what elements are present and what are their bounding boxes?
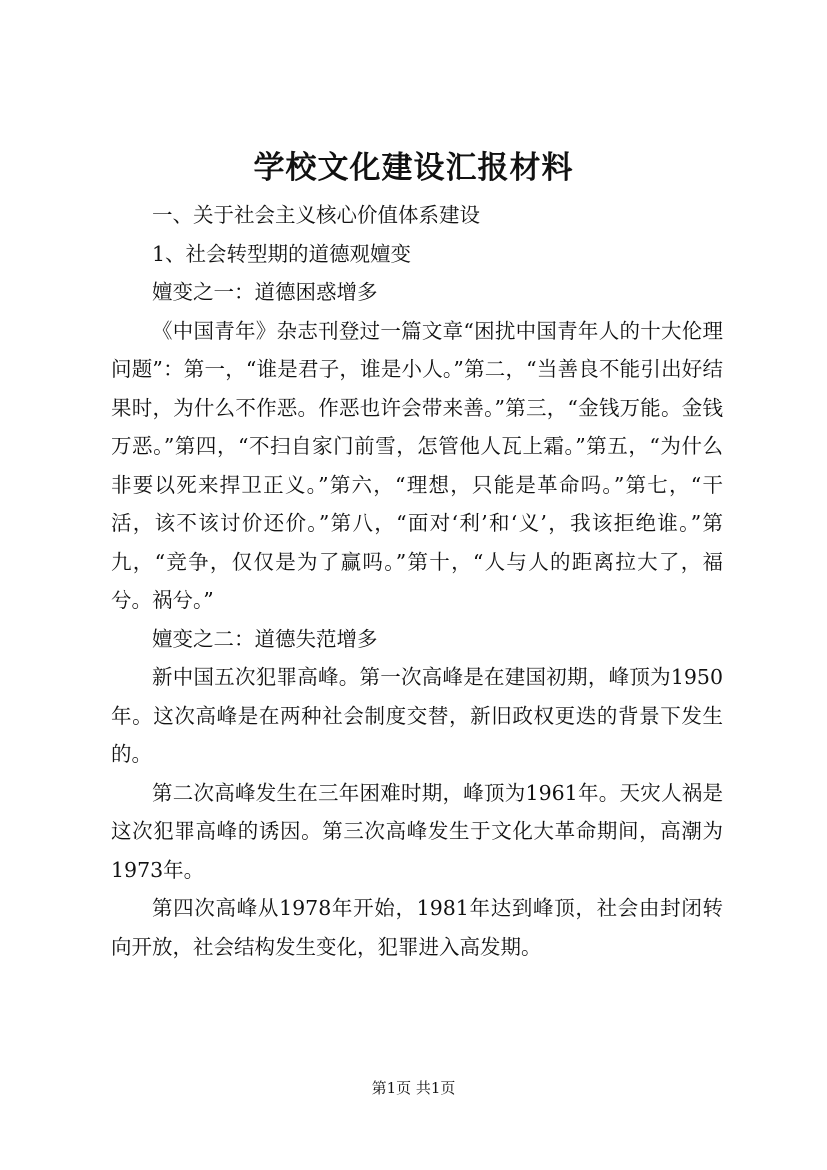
subsection-heading: 嬗变之一：道德困惑增多 [152, 280, 378, 304]
body-paragraph: 新中国五次犯罪高峰。第一次高峰是在建国初期，峰顶为1950年。这次高峰是在两种社会制度交替，新旧政权更迭的背景下发生的。 [111, 665, 723, 766]
body-paragraph: 第二次高峰发生在三年困难时期，峰顶为1961年。天灾人祸是这次犯罪高峰的诱因。第三次高峰发生于文化大革命期间，高潮为1973年。 [111, 780, 723, 882]
subsection-heading: 嬗变之二：道德失范增多 [152, 626, 378, 651]
document-body [111, 196, 723, 966]
page-footer: 第1页 共1页 [371, 1079, 456, 1097]
document-title: 学校文化建设汇报材料 [253, 150, 574, 186]
subsection-heading: 1、社会转型期的道德观嬗变 [152, 241, 412, 266]
section-heading: 一、关于社会主义核心价值体系建设 [152, 203, 480, 227]
body-paragraph: 《中国青年》杂志刊登过一篇文章“困扰中国青年人的十大伦理问题”：第一，“谁是君子，谁是小人。”第二，“当善良不能引出好结果时，为什么不作恶。作恶也许会带来善。”第三，“金钱万能。金钱万恶。”第四，“不扫自家门前雪，怎管他人瓦上霜。”第五，“为什么非要以死来捍卫正义。”第六，“理想，只能是革命吗。”第七，“干活，该不该讨价还价。”第八，“面对‘利’和‘义’，我该拒绝谁。”第九，“竞争，仅仅是为了赢吗。”第十，“人与人的距离拉大了，福兮。祸兮。” [111, 318, 723, 612]
body-paragraph: 第四次高峰从1978年开始，1981年达到峰顶，社会由封闭转向开放，社会结构发生变化，犯罪进入高发期。 [111, 896, 723, 959]
